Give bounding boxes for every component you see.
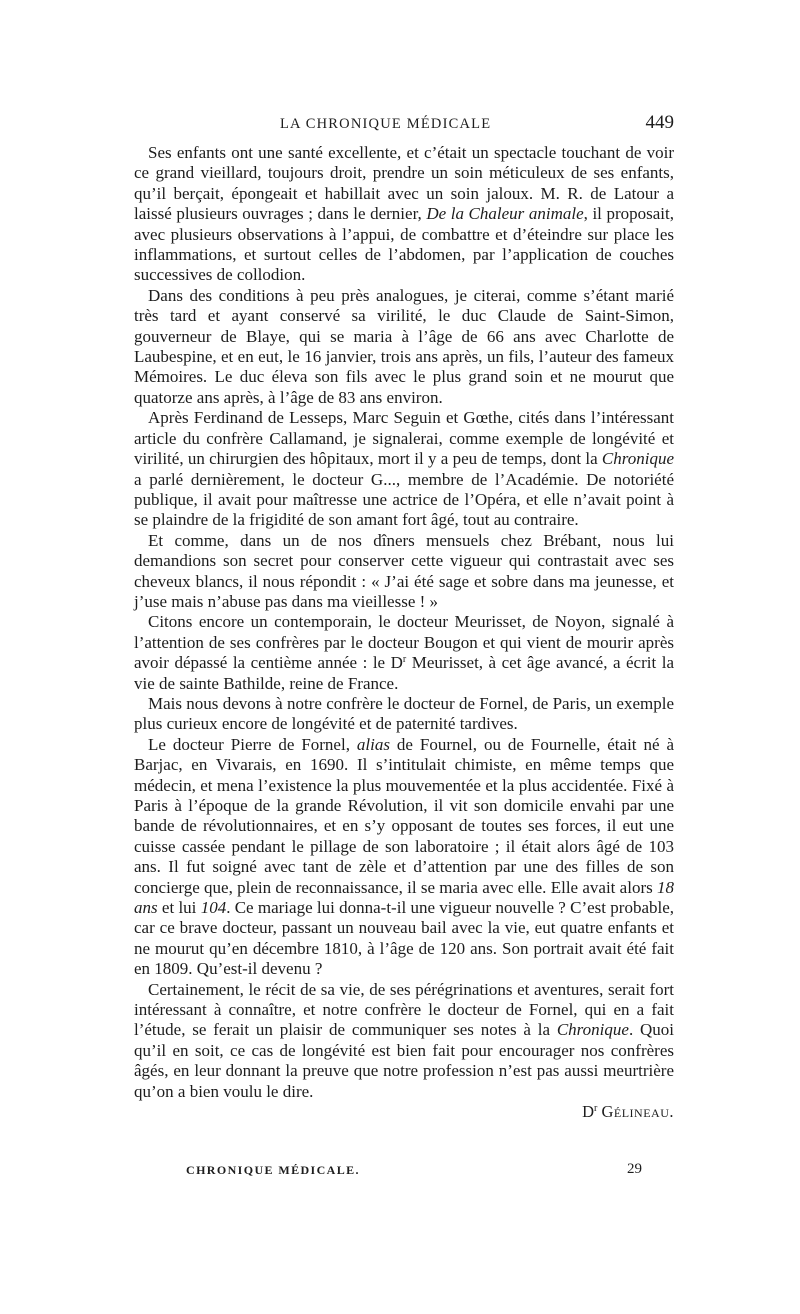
text-run: Après Ferdinand de Lesseps, Marc Seguin et Gœthe, cités dans l’intéressant article du confrère Callamand, je signalerai, comme exemple de longévité et virilité, un chirurgien des hôpitaux, mort il y a peu de temps, dont la — [134, 408, 674, 469]
paragraph — [134, 612, 674, 694]
paragraph — [134, 531, 674, 613]
signature-prefix-sup: r — [594, 1103, 598, 1115]
text-run: . Quoi qu’il en soit, ce cas de longévité est bien fait pour encourager nos confrères âgés, en leur donnant la preuve que notre profession n’est pas aussi meurtrière qu’on a bien voulu le dire. — [134, 1020, 674, 1101]
italic-text: alias — [356, 734, 390, 754]
italic-text: 104 — [200, 898, 227, 918]
superscript-text: r — [402, 654, 407, 666]
page-footer — [186, 1161, 642, 1183]
text-run: Citons encore un contemporain, le docteur Meurisset, de Noyon, signalé à l’attention de ses confrères par le docteur Bougon et qui vient de mourir après avoir dépassé la centième année : le D — [134, 612, 674, 673]
paragraph — [134, 694, 674, 735]
italic-text: De la Chaleur animale — [426, 204, 584, 224]
paragraph — [134, 143, 674, 286]
text-run: , il proposait, avec plusieurs observations à l’appui, de combattre et d’éteindre sur place les inflammations, et surtout celles de l’abdomen, par l’application de couches successives de collodion. — [134, 204, 674, 285]
paragraph — [134, 408, 674, 530]
page-number: 449 — [645, 112, 674, 133]
text-run: . Ce mariage lui donna-t-il une vigueur nouvelle ? C’est probable, car ce brave docteur, passant un nouveau bail avec la vie, eut quatre enfants et ne mourut qu’en décembre 1810, à l’âge de 120 ans. Son portrait avait été fait en 1809. Qu’est-il devenu ? — [134, 898, 675, 979]
printer-signature-mark: CHRONIQUE MÉDICALE. — [186, 1163, 360, 1177]
page-header — [134, 112, 674, 140]
paragraph — [134, 286, 674, 408]
author-signature — [134, 1102, 674, 1122]
text-run: a parlé dernièrement, le docteur G..., membre de l’Académie. De notoriété publique, il avait pour maîtresse une actrice de l’Opéra, et elle n’avait point à se plaindre de la frigidité de son amant fort âgé, tout au contraire. — [134, 469, 674, 530]
italic-text: 18 ans — [134, 877, 674, 918]
text-run: de Fournel, ou de Fournelle, était né à Barjac, en Vivarais, en 1690. Il s’intitulait chimiste, en même temps que médecin, et mena l’existence la plus mouvementée et la plus accidentée. Fixé à Paris à l’époque de la grande Révolution, il vit son domicile envahi par une bande de révolutionnaires, et en s’y opposant de toutes ses forces, il eut une cuisse cassée pendant le pillage de son laboratoire ; il était alors âgé de 103 ans. Il fut soigné avec tant de zèle et d’attention par une des filles de son concierge que, plein de reconnaissance, il se maria avec elle. Elle avait alors — [134, 734, 674, 897]
signature-prefix: D — [582, 1102, 594, 1122]
text-run: Et comme, dans un de nos dîners mensuels chez Brébant, nous lui demandions son secret pour conserver cette vigueur qui contrastait avec ses cheveux blancs, il nous répondit : « J’ai été sage et sobre dans ma jeunesse, et j’use mais n’abuse pas dans ma vieillesse ! » — [134, 530, 674, 611]
printer-signature-number: 29 — [627, 1161, 642, 1177]
signature-name: Gélineau. — [601, 1102, 674, 1122]
text-run: et lui — [157, 898, 201, 918]
text-run: Certainement, le récit de sa vie, de ses pérégrinations et aventures, serait fort intéressant à connaître, et notre confrère le docteur de Fornel, qui en a fait l’étude, se ferait un plaisir de communiquer ses notes à la — [134, 979, 674, 1040]
paragraph — [134, 735, 674, 980]
article-body — [134, 143, 674, 1123]
text-run: Le docteur Pierre de Fornel, — [148, 734, 357, 754]
running-title: LA CHRONIQUE MÉDICALE — [280, 116, 492, 132]
paragraph — [134, 980, 674, 1102]
text-run: Ses enfants ont une santé excellente, et c’était un spectacle touchant de voir ce grand vieillard, toujours droit, prendre un soin méticuleux de ses enfants, qu’il berçait, épongeait et habillait avec un soin jaloux. M. R. de Latour a laissé plusieurs ouvrages ; dans le dernier, — [134, 143, 674, 224]
italic-text: Chronique — [601, 449, 674, 469]
text-run: Dans des conditions à peu près analogues, je citerai, comme s’étant marié très tard et ayant conservé sa virilité, le duc Claude de Saint-Simon, gouverneur de Blaye, qui se maria à l’âge de 66 ans avec Charlotte de Laubespine, et en eut, le 16 janvier, trois ans après, un fils, l’auteur des fameux Mémoires. Le duc éleva son fils avec le plus grand soin et ne mourut que quatorze ans après, à l’âge de 83 ans environ. — [134, 285, 674, 407]
text-run: Meurisset, à cet âge avancé, a écrit la vie de sainte Bathilde, reine de France. — [134, 653, 674, 693]
text-run: Mais nous devons à notre confrère le docteur de Fornel, de Paris, un exemple plus curieux encore de longévité et de paternité tardives. — [134, 693, 674, 734]
italic-text: Chronique — [556, 1020, 629, 1040]
